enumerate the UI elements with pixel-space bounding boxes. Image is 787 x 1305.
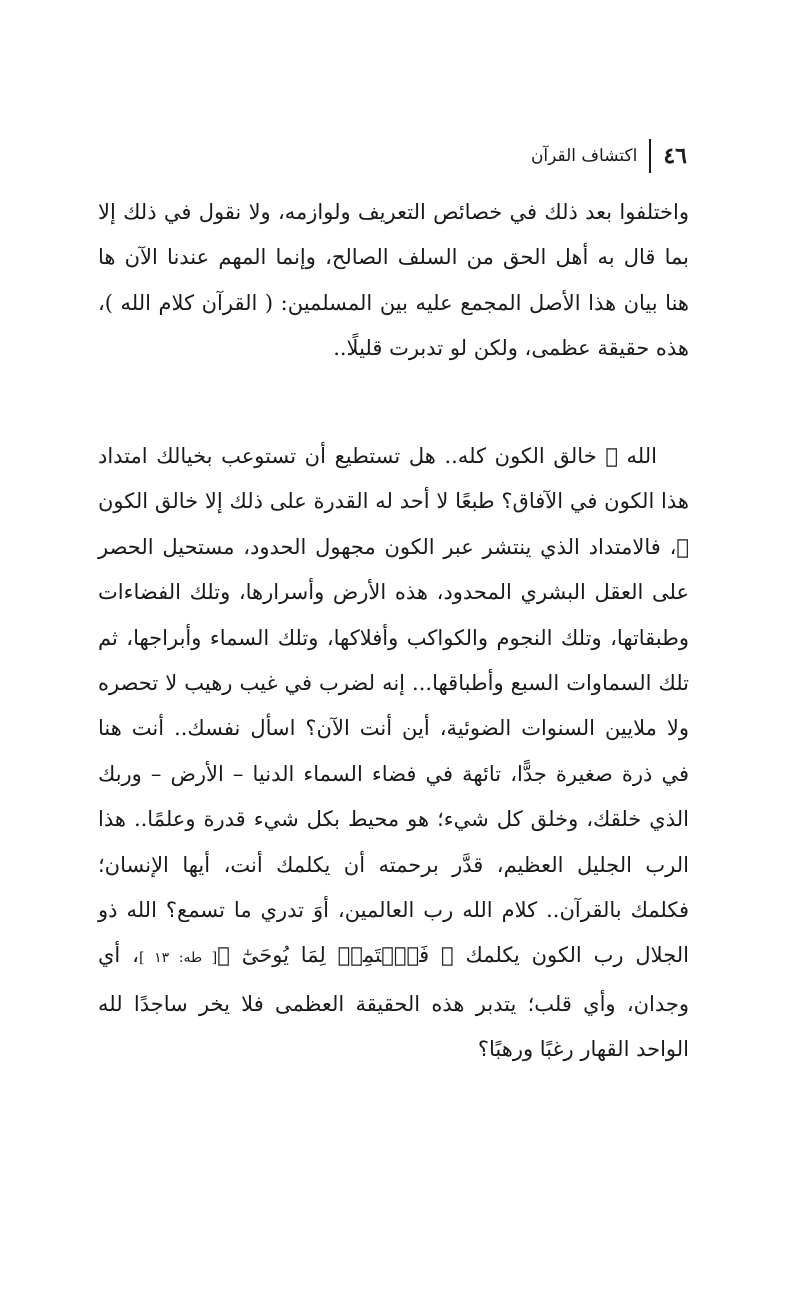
paragraph-2 — [98, 434, 689, 1073]
running-title: اكتشاف القرآن — [530, 146, 638, 166]
header-divider — [649, 139, 651, 173]
quran-reference: [ طه: ١٣ ] — [138, 950, 218, 967]
paragraph-1: واختلفوا بعد ذلك في خصائص التعريف ولوازمه، ولا نقول في ذلك إلا بما قال به أهل الحق من السلف الصالح، وإنما المهم عندنا الآن ها هنا بيان هذا الأصل المجمع عليه بين المسلمين: ( القرآن كلام الله )، هذه حقيقة عظمى، ولكن لو تدبرت قليلًا.. — [98, 200, 689, 361]
paragraph-2-text-a: الله ﷻ خالق الكون كله.. هل تستطيع أن تستوعب بخيالك امتداد هذا الكون في الآفاق؟ طبعًا لا أحد له القدرة على ذلك إلا خالق الكون ﷻ، فالامتداد الذي ينتشر عبر الكون مجهول الحدود، مستحيل الحصر على العقل البشري المحدود، هذه الأرض وأسرارها، وتلك الفضاءات وطبقاتها، وتلك النجوم والكواكب وأفلاكها، وتلك السماء وأبراجها، ثم تلك السماوات السبع وأطباقها... إنه لضرب في غيب رهيب لا تحصره ولا ملايين السنوات الضوئية، أين أنت الآن؟ اسأل نفسك.. أنت هنا في ذرة صغيرة جدًّا، تائهة في فضاء السماء الدنيا – الأرض – وربك الذي خلقك، وخلق كل شيء؛ هو محيط بكل شيء قدرة وعلمًا.. هذا الرب الجليل العظيم، قدَّر برحمته أن يكلمك أنت، أيها الإنسان؛ فكلمك بالقرآن.. كلام الله رب العالمين، أوَ تدري ما تسمع؟ الله ذو الجلال رب الكون يكلمك ﴿ فَٱسۡتَمِعۡ لِمَا يُوحَىٰٓ ﴾ — [98, 444, 689, 968]
page-number: ٤٦ — [663, 143, 687, 169]
paragraph-2-text-b: ، أي وجدان، وأي قلب؛ يتدبر هذه الحقيقة العظمى فلا يخر ساجدًا لله الواحد القهار رغبًا ورهبًا؟ — [98, 943, 689, 1062]
page-header — [531, 138, 687, 174]
